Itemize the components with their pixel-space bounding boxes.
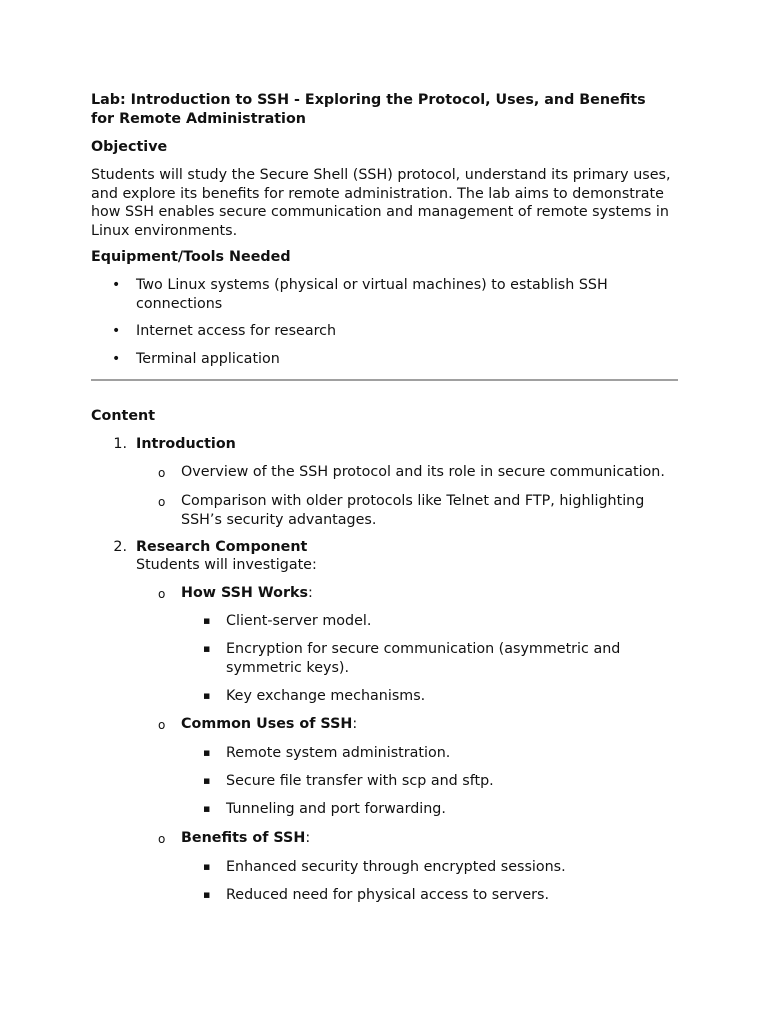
subsection-title: Common Uses of SSH [181,716,353,732]
equipment-item: Internet access for research [136,323,337,339]
equipment-item: Two Linux systems (physical or virtual machines) to establish SSH connections [136,277,608,312]
subsection-colon: : [352,716,358,732]
square-bullet: ▪ [203,860,211,873]
bullet-marker: • [112,351,121,367]
circle-bullet: o [158,587,166,601]
square-bullet: ▪ [203,642,211,655]
subsection-item: Remote system administration. [226,745,451,761]
bullet-marker: • [112,277,121,293]
section-item: Comparison with older protocols like Telnet and FTP, highlighting SSH’s security advantages. [181,493,645,528]
square-bullet: ▪ [203,614,211,627]
section-number: 2. [113,539,127,555]
subsection-item: Enhanced security through encrypted sessions. [226,859,566,875]
section-item: Overview of the SSH protocol and its role in secure communication. [181,464,665,480]
subsection-item: Tunneling and port forwarding. [226,801,446,817]
circle-bullet: o [158,466,166,480]
section-intro: Students will investigate: [136,557,317,573]
circle-bullet: o [158,495,166,509]
section-number: 1. [113,436,127,452]
subsection-heading [181,715,357,734]
equipment-item: Terminal application [136,351,280,367]
objective-paragraph: Students will study the Secure Shell (SSH) protocol, understand its primary uses, and explore its benefits for remote administration. The lab aims to demonstrate how SSH enables secure communication and management of remote systems in Linux environments. [91,167,671,239]
subsection-colon: : [308,585,313,601]
square-bullet: ▪ [203,689,211,702]
subsection-item: Key exchange mechanisms. [226,688,426,704]
subsection-heading [181,829,310,848]
square-bullet: ▪ [203,746,211,759]
circle-bullet: o [158,832,166,846]
subsection-item: Secure file transfer with scp and sftp. [226,773,494,789]
bullet-marker: • [112,323,121,339]
subsection-heading [181,584,313,603]
subsection-item: Reduced need for physical access to servers. [226,887,549,903]
horizontal-divider [91,379,678,381]
subsection-title: How SSH Works [181,585,309,601]
objective-heading: Objective [91,139,168,155]
section-title: Introduction [136,436,236,452]
content-heading: Content [91,408,156,424]
subsection-title: Benefits of SSH [181,830,306,846]
circle-bullet: o [158,718,166,732]
section-title: Research Component [136,539,308,555]
square-bullet: ▪ [203,802,211,815]
subsection-item: Client-server model. [226,613,372,629]
square-bullet: ▪ [203,774,211,787]
subsection-colon: : [305,830,311,846]
lab-title: Lab: Introduction to SSH - Exploring the Protocol, Uses, and Benefits for Remote Administration [91,92,646,127]
square-bullet: ▪ [203,888,211,901]
subsection-item: Encryption for secure communication (asymmetric and symmetric keys). [226,641,621,676]
equipment-heading: Equipment/Tools Needed [91,249,291,265]
